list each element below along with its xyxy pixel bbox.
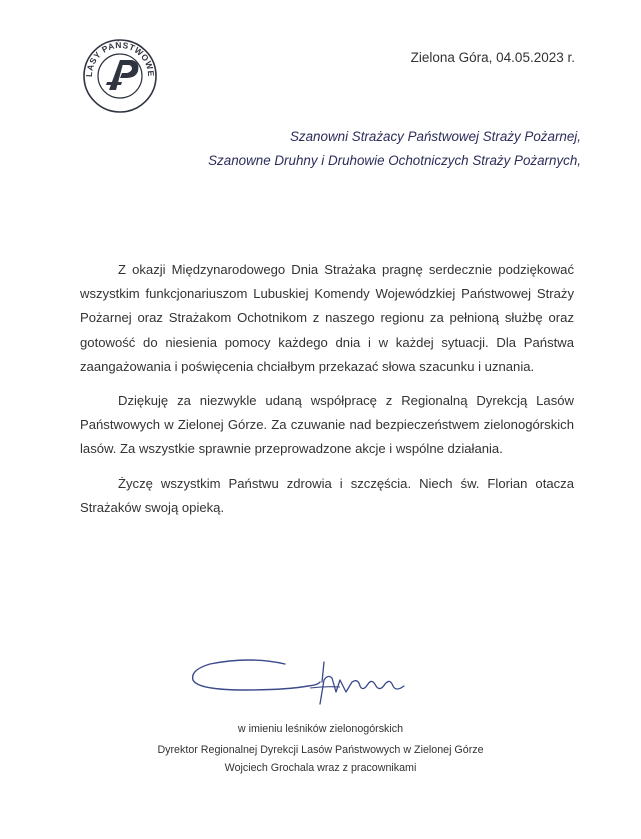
handwritten-signature — [190, 652, 430, 710]
body-paragraph: Dziękuję za niezwykle udaną współpracę z Regionalną Dyrekcją Lasów Państwowych w Zielonej Górze. Za czuwanie nad bezpieczeństwem zielonogórskich lasów. Za wszystkie sprawnie przeprowadzone akcje i wspólne działania. — [80, 393, 574, 457]
body-paragraph: Z okazji Międzynarodowego Dnia Strażaka pragnę serdecznie podziękować wszystkim funkcjonariuszom Lubuskiej Komendy Wojewódzkiej Państwowej Straży Pożarnej oraz Strażakom Ochotnikom z naszego regionu za pełnioną służbę oraz gotowość do niesienia pomocy każdego dnia i w każdej sytuacji. Dla Państwa zaangażowania i poświęcenia chciałbym przekazać słowa szacunku i uznania. — [80, 262, 574, 374]
lasy-panstwowe-logo — [82, 38, 158, 114]
letter-date: Zielona Góra, 04.05.2023 r. — [410, 50, 575, 65]
logo-text: LASY PAŃSTWOWE — [83, 39, 157, 78]
body-paragraph: Życzę wszystkim Państwu zdrowia i szczęścia. Niech św. Florian otacza Strażaków swoją opieką. — [80, 475, 574, 515]
salutation — [208, 125, 581, 173]
letter-body — [80, 258, 574, 530]
closing-line: w imieniu leśników zielonogórskich — [237, 723, 404, 735]
salutation-line: Szanowni Strażacy Państwowej Straży Pożarnej, — [289, 129, 581, 144]
salutation-line: Szanowne Druhny i Druhowie Ochotniczych Straży Pożarnych, — [208, 153, 581, 168]
signatory-title: Dyrektor Regionalnej Dyrekcji Lasów Państwowych w Zielonej Górze — [157, 744, 484, 756]
signatory-name: Wojciech Grochala wraz z pracownikami — [224, 762, 417, 774]
